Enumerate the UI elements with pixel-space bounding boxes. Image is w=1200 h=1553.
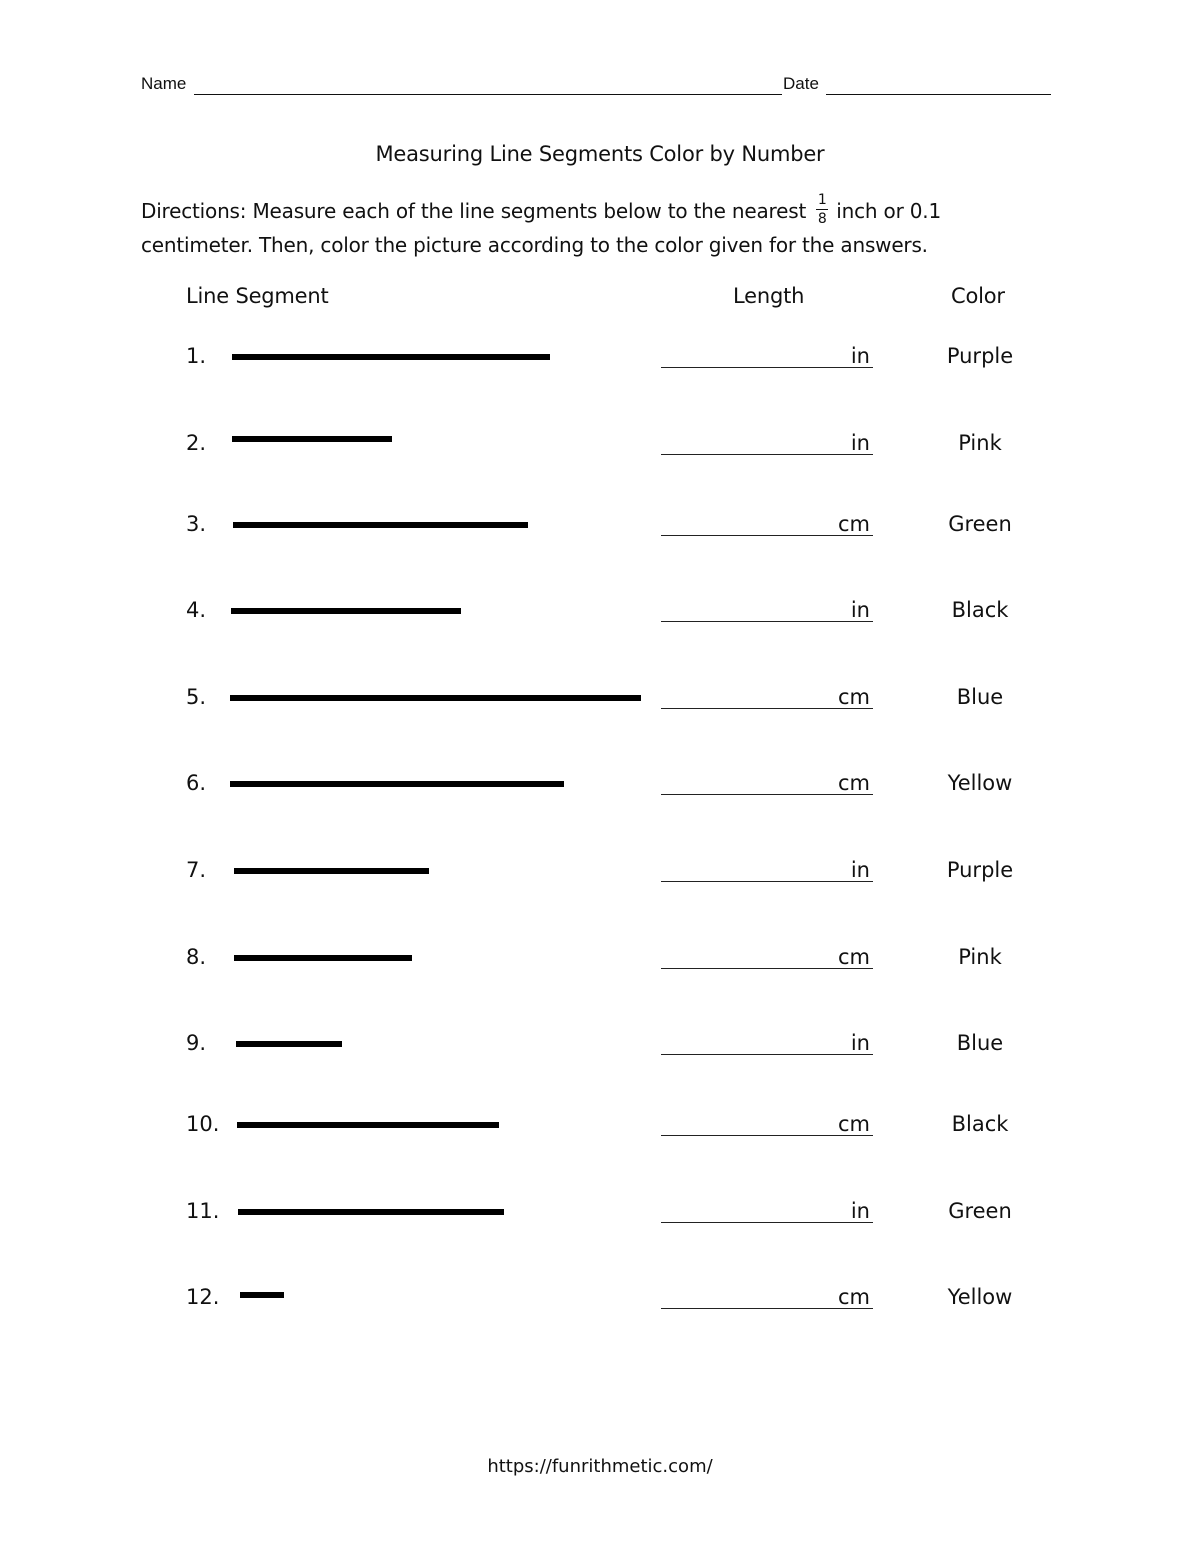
directions-line-1: [141, 192, 1041, 230]
fraction-bar: [816, 209, 828, 210]
directions-label: Directions: [141, 199, 240, 223]
color-label: Blue: [956, 1031, 1004, 1055]
name-date-header: [141, 72, 1051, 98]
date-field[interactable]: [826, 94, 1051, 95]
row-number: 5.: [186, 685, 207, 709]
table-row: [0, 1196, 1200, 1236]
directions: [141, 192, 1041, 264]
table-row: [0, 1282, 1200, 1322]
column-header-length: Length: [733, 284, 805, 308]
name-field[interactable]: [194, 94, 782, 95]
unit-label: cm: [837, 1285, 870, 1309]
line-segment: [234, 955, 412, 961]
color-label: Purple: [946, 344, 1014, 368]
line-segment: [233, 522, 528, 528]
color-label: Black: [951, 598, 1009, 622]
footer-url: https://funrithmetic.com/: [487, 1456, 713, 1477]
color-label: Green: [948, 1199, 1012, 1223]
row-number: 6.: [186, 771, 207, 795]
color-label: Pink: [958, 945, 1002, 969]
row-number: 7.: [186, 858, 207, 882]
color-label: Pink: [958, 431, 1002, 455]
unit-label: in: [850, 431, 870, 455]
line-segment: [231, 608, 461, 614]
unit-label: cm: [837, 512, 870, 536]
line-segment: [237, 1122, 499, 1128]
line-segment: [232, 354, 550, 360]
table-row: [0, 341, 1200, 381]
unit-label: cm: [837, 1112, 870, 1136]
unit-label: cm: [837, 685, 870, 709]
line-segment: [236, 1041, 342, 1047]
fraction-numerator: 1: [817, 192, 827, 208]
directions-text-1: : Measure each of the line segments below to the nearest: [239, 199, 807, 223]
table-row: [0, 682, 1200, 722]
directions-line-2: centimeter. Then, color the picture according to the color given for the answers.: [141, 233, 928, 257]
line-segment: [234, 868, 429, 874]
column-header-color: Color: [951, 284, 1005, 308]
row-number: 11.: [186, 1199, 220, 1223]
line-segment: [240, 1292, 284, 1298]
table-row: [0, 509, 1200, 549]
line-segment: [238, 1209, 504, 1215]
fraction-denominator: 8: [817, 211, 827, 227]
unit-label: in: [850, 598, 870, 622]
row-number: 1.: [186, 344, 207, 368]
row-number: 2.: [186, 431, 207, 455]
color-label: Yellow: [947, 771, 1013, 795]
color-label: Blue: [956, 685, 1004, 709]
table-row: [0, 1109, 1200, 1149]
line-segment: [230, 781, 564, 787]
line-segment: [230, 695, 641, 701]
row-number: 10.: [186, 1112, 220, 1136]
table-row: [0, 595, 1200, 635]
directions-text-2: inch or 0.1: [836, 199, 941, 223]
unit-label: in: [850, 1199, 870, 1223]
color-label: Yellow: [947, 1285, 1013, 1309]
row-number: 8.: [186, 945, 207, 969]
line-segment: [232, 436, 392, 442]
color-label: Purple: [946, 858, 1014, 882]
row-number: 9.: [186, 1031, 207, 1055]
fraction-one-eighth: [816, 192, 828, 227]
table-row: [0, 855, 1200, 895]
color-label: Green: [948, 512, 1012, 536]
table-row: [0, 1028, 1200, 1068]
table-row: [0, 768, 1200, 808]
row-number: 4.: [186, 598, 207, 622]
color-label: Black: [951, 1112, 1009, 1136]
unit-label: in: [850, 1031, 870, 1055]
table-row: [0, 428, 1200, 468]
unit-label: cm: [837, 945, 870, 969]
table-row: [0, 942, 1200, 982]
unit-label: cm: [837, 771, 870, 795]
unit-label: in: [850, 858, 870, 882]
column-header-segment: Line Segment: [186, 284, 329, 308]
date-label: Date: [783, 74, 819, 93]
unit-label: in: [850, 344, 870, 368]
row-number: 12.: [186, 1285, 220, 1309]
row-number: 3.: [186, 512, 207, 536]
page-title: Measuring Line Segments Color by Number: [375, 142, 825, 166]
name-label: Name: [141, 74, 187, 93]
